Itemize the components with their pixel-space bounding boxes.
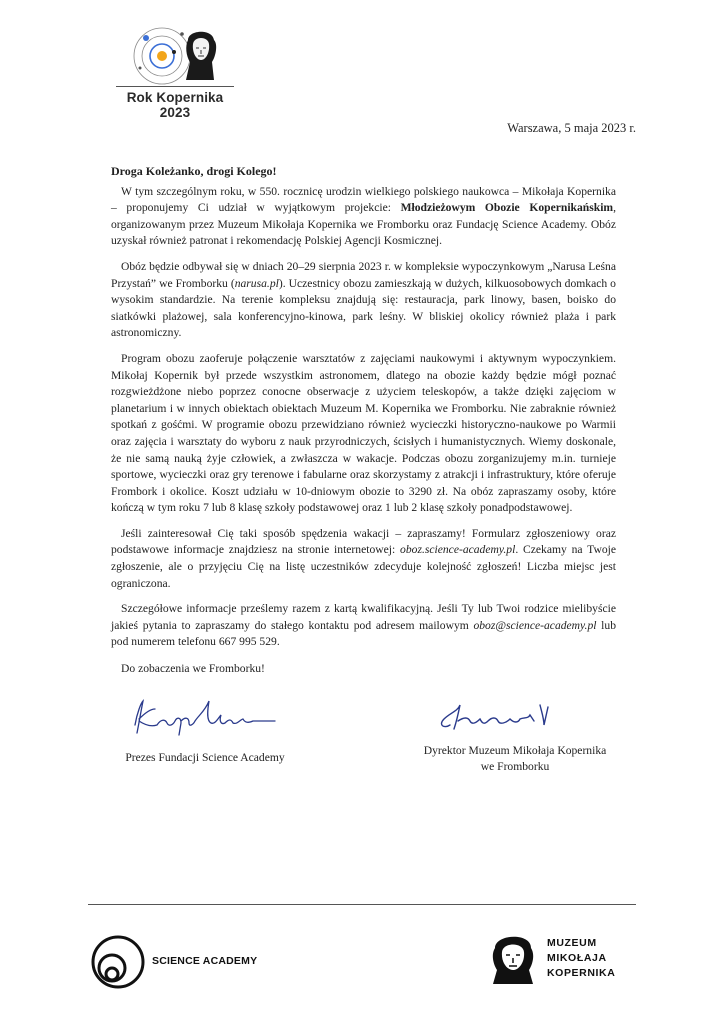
signature-caption-left: Prezes Fundacji Science Academy: [125, 751, 285, 764]
footer-divider: [88, 904, 636, 905]
paragraph-3: Program obozu zaoferuje połączenie warsztatów z zajęciami naukowymi i aktywnym wypoczynkiem. Mikołaj Kopernik był przede wszystkim astronomem, dlatego na obozie każdy będzie mógł poznać rozgwieżdżone niebo poprzez conocne obserwacje z użyciem teleskopów, a także dzięki zajęciom w planetarium i w innych obiektach obiektach Muzeum M. Kopernika we Fromborku. Nie zabraknie również spotkań z gośćmi. W programie obozu przewidziano również wycieczki historyczno-naukowe po Warmii oraz zajęcia i warsztaty do wyboru z nauk przyrodniczych, ścisłych i humanistycznych. Wiemy doskonale, że nie samą nauką żyje człowiek, a zwłaszcza w wakacje. Podczas obozu zorganizujemy m.in. turnieje sportowe, wycieczki oraz gry terenowe i fabularne oraz skorzystamy z atrakcji i infrastruktury, które oferuje Frombork i okolice. Koszt udziału w 10-dniowym obozie to 3290 zł. Na obóz zapraszamy osoby, które kończą w tym roku 7 lub 8 klasę szkoły podstawowej oraz 1 lub 2 klasę szkoły ponadpodstawowej.: [111, 351, 616, 515]
email-address: oboz@science-academy.pl: [473, 618, 597, 632]
greeting: Droga Koleżanko, drogi Kolego!: [111, 164, 277, 178]
science-academy-logo: [90, 934, 290, 990]
paragraph-4: Jeśli zainteresował Cię taki sposób spędzenia wakacji – zapraszamy! Formularz zgłoszeniowy oraz podstawowe informacje znajdziesz na stronie internetowej: oboz.science-academy.pl. Czekamy na Twoje zgłoszenie, ale o przyjęciu Cię na listę uczestników zdecyduje kolejność zgłoszeń! Liczba miejsc jest ograniczona.: [111, 526, 616, 590]
museum-portrait-icon: [485, 928, 541, 984]
museum-name: MUZEUM MIKOŁAJA KOPERNIKA: [547, 937, 616, 979]
science-academy-circles-icon: [90, 934, 146, 990]
signature-block-right: [410, 695, 620, 773]
museum-logo: [485, 928, 645, 988]
logo-divider: [116, 86, 234, 87]
paragraph-1: W tym szczególnym roku, w 550. rocznicę urodzin wielkiego polskiego naukowca – Mikołaja Kopernika – proponujemy Ci udział w wyjątkowym projekcie: Młodzieżowym Obozie Kopernikańskim, organizowanym przez Muzeum Mikołaja Kopernika we Fromborku oraz Fundację Science Academy. Obóz uzyskał również patronat i rekomendację Polskiej Agencji Kosmicznej.: [111, 184, 616, 248]
closing-line: Do zobaczenia we Fromborku!: [121, 662, 265, 676]
letter-body: [111, 163, 616, 678]
orbit-logo-icon: [130, 22, 230, 86]
paragraph-5: Szczegółowe informacje prześlemy razem z kartą kwalifikacyjną. Jeśli Ty lub Twoi rodzice mielibyście jakieś pytania to zapraszamy do stałego kontaktu pod adresem mailowym oboz@science-academy.pl lub pod numerem telefonu 667 995 529.: [111, 602, 616, 649]
signature-caption-right: Dyrektor Muzeum Mikołaja Kopernika we Fromborku: [423, 744, 607, 773]
paragraph-2: Obóz będzie odbywał się w dniach 20–29 sierpnia 2023 r. w kompleksie wypoczynkowym „Narusa Leśna Przystań” we Fromborku (narusa.pl). Uczestnicy obozu zamieszkają w dużych, kilkuosobowych domkach o wysokim standardzie. Na terenie kompleksu znajdują się: restauracja, park linowy, basen, boisko do siatkówki plażowej, sala konferencyjno-kinowa, park leśny. W bliskiej okolicy również plaża i park astronomiczny.: [111, 259, 616, 340]
website-link-oboz: oboz.science-academy.pl: [400, 543, 516, 557]
copernicus-portrait-icon: [186, 32, 216, 80]
science-academy-name: SCIENCE ACADEMY: [152, 955, 258, 967]
website-link-narusa: narusa.pl: [234, 276, 279, 290]
logo-title: Rok Kopernika 2023: [126, 90, 224, 120]
handwritten-signature-right: [410, 695, 620, 740]
letter-date: Warszawa, 5 maja 2023 r.: [507, 121, 636, 135]
signature-block-left: [115, 695, 295, 764]
handwritten-signature-left: [115, 695, 295, 745]
rok-kopernika-logo: [110, 22, 240, 120]
